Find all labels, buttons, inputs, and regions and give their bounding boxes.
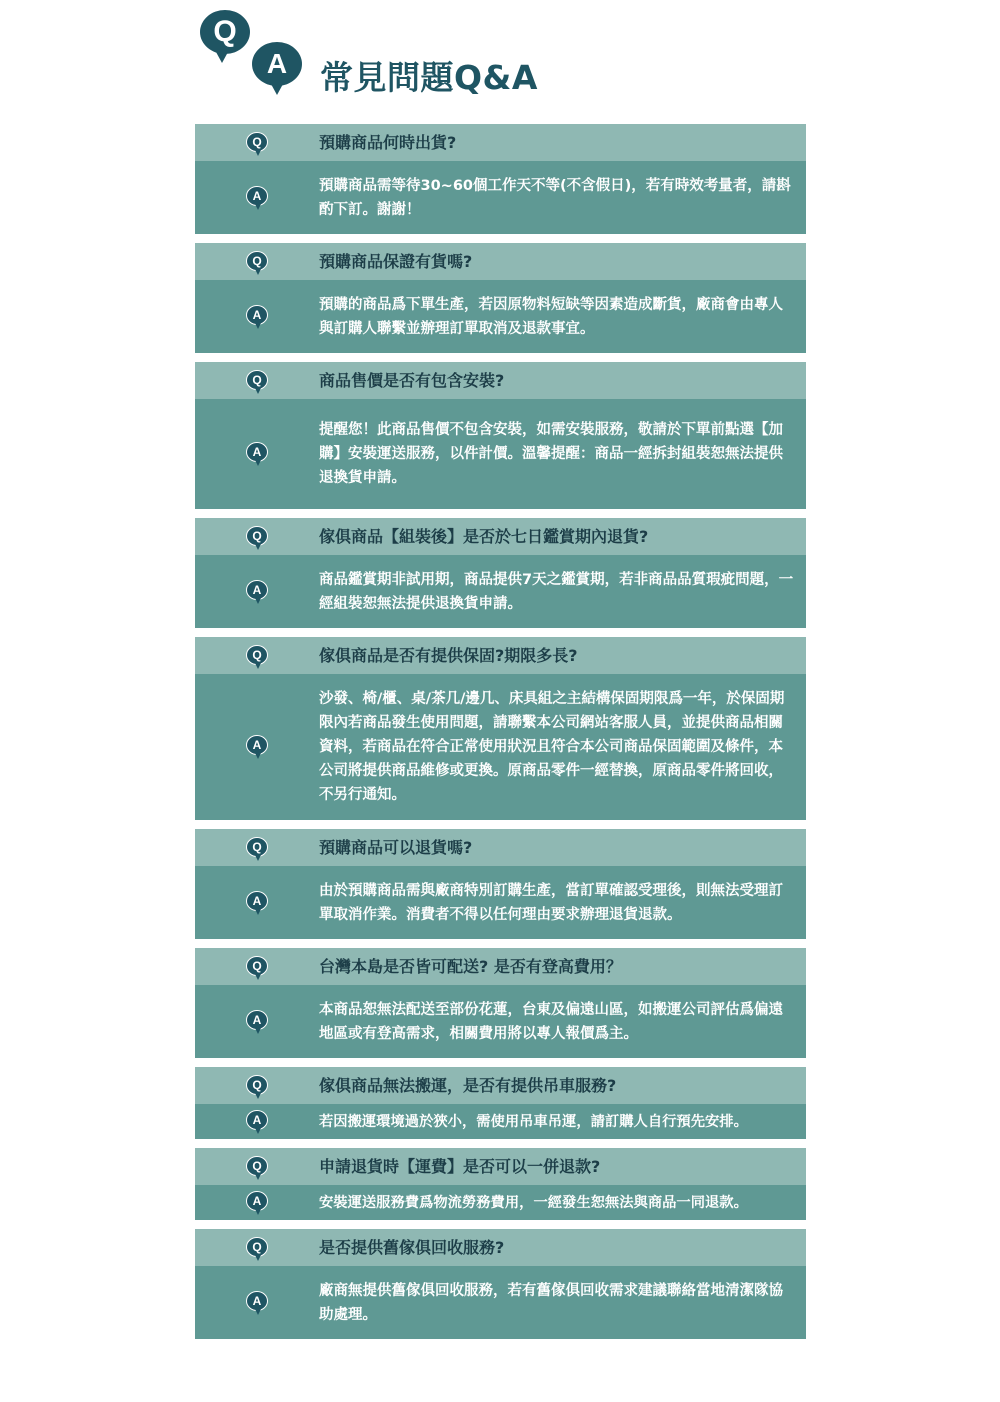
question-text: 預購商品保證有貨嗎? <box>319 252 473 271</box>
answer-row <box>195 161 806 234</box>
answer-text: 安裝運送服務費爲物流勞務費用，一經發生恕無法與商品一同退款。 <box>319 1194 748 1211</box>
a-badge-letter: A <box>266 48 288 79</box>
question-row <box>195 1229 806 1266</box>
question-row <box>195 243 806 280</box>
question-mark-icon: Q <box>246 1237 268 1257</box>
page-title: 常見問題Q&A <box>320 58 538 97</box>
a-speech-bubble-icon <box>252 42 302 86</box>
question-text: 預購商品何時出貨? <box>319 133 457 152</box>
faq-item <box>195 362 806 509</box>
q-speech-bubble-icon <box>200 10 250 54</box>
question-row <box>195 518 806 555</box>
answer-row <box>195 674 806 820</box>
answer-text: 預購商品需等待30~60個工作天不等(不含假日)，若有時效考量者，請斟酌下訂。謝謝！ <box>319 177 791 218</box>
answer-mark-icon: A <box>246 305 268 325</box>
answer-mark-icon: A <box>246 891 268 911</box>
question-mark-icon: Q <box>246 1075 268 1095</box>
question-text: 申請退貨時【運費】是否可以一併退款? <box>319 1157 601 1176</box>
question-mark-icon: Q <box>246 370 268 390</box>
faq-list <box>195 124 806 1348</box>
page-header <box>0 0 1000 120</box>
answer-text: 預購的商品爲下單生產，若因原物料短缺等因素造成斷貨，廠商會由專人與訂購人聯繫並辦理訂單取消及退款事宜。 <box>319 296 783 337</box>
faq-item <box>195 1067 806 1139</box>
faq-item <box>195 637 806 820</box>
question-text: 台灣本島是否皆可配送? 是否有登高費用？ <box>319 957 622 976</box>
question-mark-icon: Q <box>246 251 268 271</box>
answer-mark-icon: A <box>246 1191 268 1211</box>
question-row <box>195 362 806 399</box>
question-text: 是否提供舊傢俱回收服務? <box>319 1238 505 1257</box>
answer-text: 提醒您！此商品售價不包含安裝，如需安裝服務，敬請於下單前點選【加購】安裝運送服務，以件計價。溫馨提醒：商品一經拆封組裝恕無法提供退換貨申請。 <box>319 422 783 486</box>
answer-row <box>195 1266 806 1339</box>
answer-row <box>195 985 806 1058</box>
question-text: 傢俱商品【組裝後】是否於七日鑑賞期內退貨? <box>319 527 649 546</box>
answer-text: 若因搬運環境過於狹小，需使用吊車吊運，請訂購人自行預先安排。 <box>319 1113 748 1130</box>
question-text: 傢俱商品無法搬運，是否有提供吊車服務? <box>319 1076 617 1095</box>
answer-row <box>195 1185 806 1220</box>
faq-item <box>195 124 806 234</box>
question-text: 商品售價是否有包含安裝? <box>319 371 505 390</box>
answer-text: 本商品恕無法配送至部份花蓮，台東及偏遠山區，如搬運公司評估爲偏遠地區或有登高需求，相關費用將以專人報價爲主。 <box>319 1001 783 1042</box>
q-badge-letter: Q <box>213 15 237 48</box>
faq-item <box>195 518 806 628</box>
question-row <box>195 1148 806 1185</box>
answer-mark-icon: A <box>246 1010 268 1030</box>
question-mark-icon: Q <box>246 1156 268 1176</box>
question-row <box>195 948 806 985</box>
faq-item <box>195 829 806 939</box>
answer-text: 廠商無提供舊傢俱回收服務，若有舊傢俱回收需求建議聯絡當地清潔隊協助處理。 <box>319 1282 783 1323</box>
answer-text: 商品鑑賞期非試用期，商品提供7天之鑑賞期，若非商品品質瑕疵問題，一經組裝恕無法提供退換貨申請。 <box>319 571 794 612</box>
answer-row <box>195 866 806 939</box>
question-row <box>195 829 806 866</box>
answer-mark-icon: A <box>246 1291 268 1311</box>
answer-mark-icon: A <box>246 442 268 462</box>
question-row <box>195 1067 806 1104</box>
faq-item <box>195 243 806 353</box>
answer-mark-icon: A <box>246 1110 268 1130</box>
question-row <box>195 637 806 674</box>
question-text: 預購商品可以退貨嗎? <box>319 838 473 857</box>
answer-text: 沙發、椅/櫃、桌/茶几/邊几、床具組之主結構保固期限爲一年，於保固期限內若商品發生使用問題，請聯繫本公司網站客服人員，並提供商品相關資料，若商品在符合正常使用狀況且符合本公司商品保固範圍及條件，本公司將提供商品維修或更換。原商品零件一經替換，原商品零件將回收，不另行通知。 <box>319 691 785 803</box>
question-mark-icon: Q <box>246 526 268 546</box>
answer-text: 由於預購商品需與廠商特別訂購生產，當訂單確認受理後，則無法受理訂單取消作業。消費者不得以任何理由要求辦理退貨退款。 <box>319 882 783 923</box>
question-mark-icon: Q <box>246 956 268 976</box>
answer-row <box>195 555 806 628</box>
answer-row <box>195 280 806 353</box>
answer-mark-icon: A <box>246 580 268 600</box>
faq-item <box>195 948 806 1058</box>
answer-row <box>195 399 806 509</box>
question-mark-icon: Q <box>246 132 268 152</box>
faq-item <box>195 1229 806 1339</box>
answer-mark-icon: A <box>246 735 268 755</box>
question-row <box>195 124 806 161</box>
question-text: 傢俱商品是否有提供保固?期限多長? <box>319 646 578 665</box>
question-mark-icon: Q <box>246 645 268 665</box>
answer-row <box>195 1104 806 1139</box>
answer-mark-icon: A <box>246 186 268 206</box>
question-mark-icon: Q <box>246 837 268 857</box>
faq-item <box>195 1148 806 1220</box>
